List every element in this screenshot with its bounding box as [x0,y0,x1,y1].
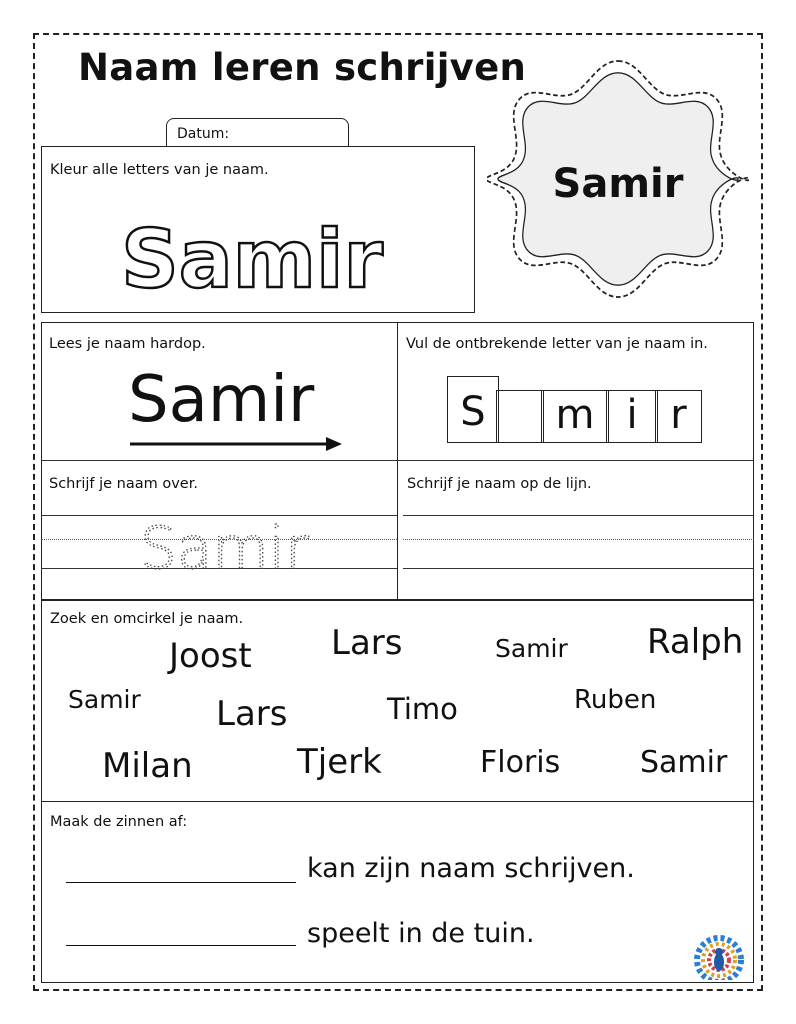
letter-box-3: m [541,390,609,443]
read-instruction: Lees je naam hardop. [49,336,206,352]
line-base-line[interactable] [403,568,754,569]
search-word-5[interactable]: Samir [68,685,141,714]
sentence-1: kan zijn naam schrijven. [307,853,635,884]
search-word-7[interactable]: Timo [387,692,458,726]
peacock-logo-icon [688,924,750,980]
search-word-6[interactable]: Lars [216,694,288,734]
search-word-4[interactable]: Ralph [647,622,744,662]
color-instruction: Kleur alle letters van je naam. [50,162,269,178]
trace-instruction: Schrijf je naam over. [49,476,198,492]
letter-box-blank[interactable] [496,390,544,443]
search-word-11[interactable]: Floris [480,745,561,780]
read-name: Samir [128,363,315,437]
name-badge [487,48,749,310]
read-arrow-icon [128,432,348,456]
search-word-10[interactable]: Tjerk [297,742,382,782]
sentence-2: speelt in de tuin. [307,918,535,949]
color-section [41,146,475,313]
grid-row-divider [41,460,754,461]
date-label: Datum: [177,126,230,142]
badge-name: Samir [552,161,684,207]
outline-name-text: Samir [121,213,383,306]
letter-box-5: r [655,390,702,443]
search-word-2[interactable]: Lars [331,623,403,663]
page-title: Naam leren schrijven [78,46,527,89]
outline-name[interactable] [102,187,402,307]
sentence-blank-1[interactable] [66,882,296,883]
grid-divider [397,322,398,600]
line-instruction: Schrijf je naam op de lijn. [407,476,592,492]
line-top-line [403,515,754,516]
search-word-1[interactable]: Joost [169,636,252,676]
trace-name-text: Samir [140,514,309,580]
search-word-3[interactable]: Samir [495,634,568,663]
line-mid-line [403,539,754,540]
letter-box-1: S [447,376,499,443]
letter-box-4: i [606,390,658,443]
search-word-9[interactable]: Milan [102,746,193,786]
sentence-instruction: Maak de zinnen af: [50,814,188,830]
sentence-blank-2[interactable] [66,945,296,946]
search-instruction: Zoek en omcirkel je naam. [50,611,244,627]
sentence-section [41,801,754,983]
search-word-12[interactable]: Samir [640,745,728,780]
trace-name[interactable] [130,500,310,580]
fill-instruction: Vul de ontbrekende letter van je naam in. [406,336,708,352]
search-word-8[interactable]: Ruben [574,685,657,715]
